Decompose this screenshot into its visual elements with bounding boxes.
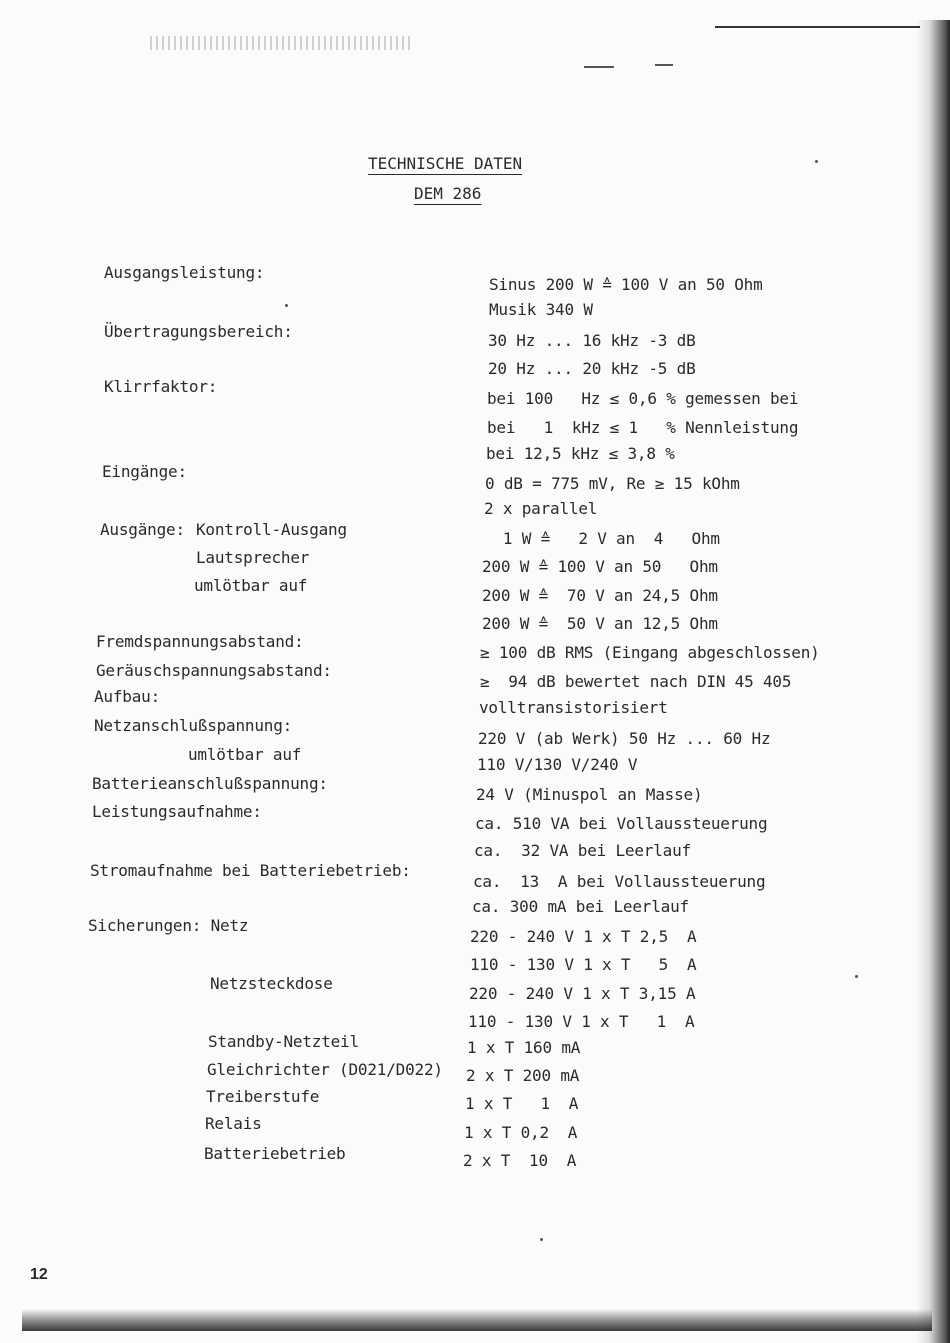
scan-mark bbox=[655, 64, 673, 66]
value-line: 1 W ≙ 2 V an 4 Ohm bbox=[484, 529, 720, 548]
value-line: ca. 32 VA bei Leerlauf bbox=[474, 841, 691, 860]
scan-speck bbox=[815, 160, 818, 163]
value-line: ca. 510 VA bei Vollaussteuerung bbox=[475, 814, 768, 833]
scan-rule bbox=[715, 26, 920, 28]
label-batteriebetrieb: Batteriebetrieb bbox=[204, 1144, 346, 1163]
label-sicherungen: Sicherungen: Netz bbox=[88, 916, 249, 935]
value-line: 200 W ≙ 70 V an 24,5 Ohm bbox=[482, 586, 718, 605]
scan-edge-right bbox=[916, 20, 950, 1343]
value-line: ca. 300 mA bei Leerlauf bbox=[472, 897, 689, 916]
label-eingaenge: Eingänge: bbox=[102, 462, 187, 481]
label-stromaufnahme: Stromaufnahme bei Batteriebetrieb: bbox=[90, 861, 411, 880]
label-gleichrichter: Gleichrichter (D021/D022) bbox=[207, 1060, 443, 1079]
label-uebertragungsbereich: Übertragungsbereich: bbox=[104, 322, 293, 341]
value-line: 24 V (Minuspol an Masse) bbox=[476, 785, 703, 804]
scan-noise bbox=[150, 36, 410, 50]
label-ausgaenge: Ausgänge: bbox=[100, 520, 185, 539]
value-line: 1 x T 0,2 A bbox=[464, 1123, 578, 1142]
value-line: 220 V (ab Werk) 50 Hz ... 60 Hz bbox=[478, 729, 771, 748]
label-standby: Standby-Netzteil bbox=[208, 1032, 359, 1051]
value-line: 220 - 240 V 1 x T 3,15 A bbox=[469, 984, 696, 1003]
label-leistungsaufnahme: Leistungsaufnahme: bbox=[92, 802, 262, 821]
label-fremdspannungsabstand: Fremdspannungsabstand: bbox=[96, 632, 304, 651]
label-ausgangsleistung: Ausgangsleistung: bbox=[104, 263, 265, 282]
value-line: bei 1 kHz ≤ 1 % Nennleistung bbox=[487, 418, 799, 437]
label-kontroll-ausgang: Kontroll-Ausgang bbox=[196, 520, 347, 539]
label-klirrfaktor: Klirrfaktor: bbox=[104, 377, 218, 396]
label-netzsteckdose: Netzsteckdose bbox=[210, 974, 333, 993]
value-line: bei 100 Hz ≤ 0,6 % gemessen bei bbox=[487, 389, 799, 408]
value-line: 30 Hz ... 16 kHz -3 dB bbox=[488, 331, 696, 350]
value-line: 0 dB = 775 mV, Re ≥ 15 kOhm bbox=[485, 474, 740, 493]
label-lautsprecher: Lautsprecher bbox=[196, 548, 310, 567]
value-line: ca. 13 A bei Vollaussteuerung bbox=[473, 872, 766, 891]
value-line: Sinus 200 W ≙ 100 V an 50 Ohm bbox=[489, 275, 763, 294]
value-line: 2 x T 10 A bbox=[463, 1151, 577, 1170]
value-line: volltransistorisiert bbox=[479, 698, 668, 717]
label-treiberstufe: Treiberstufe bbox=[206, 1087, 320, 1106]
label-relais: Relais bbox=[205, 1114, 262, 1133]
value-line: ≥ 100 dB RMS (Eingang abgeschlossen) bbox=[480, 643, 820, 662]
value-line: ≥ 94 dB bewertet nach DIN 45 405 bbox=[480, 672, 792, 691]
value-line: 110 - 130 V 1 x T 5 A bbox=[470, 955, 697, 974]
value-line: 20 Hz ... 20 kHz -5 dB bbox=[488, 359, 696, 378]
page-title: TECHNISCHE DATEN bbox=[368, 154, 523, 173]
scan-speck bbox=[540, 1238, 543, 1241]
value-line: 2 x parallel bbox=[484, 499, 598, 518]
value-line: bei 12,5 kHz ≤ 3,8 % bbox=[486, 444, 675, 463]
value-line: 110 - 130 V 1 x T 1 A bbox=[468, 1012, 695, 1031]
model-number: DEM 286 bbox=[414, 184, 482, 203]
scan-speck bbox=[855, 975, 858, 978]
label-batterieanschlussspannung: Batterieanschlußspannung: bbox=[92, 774, 328, 793]
label-aufbau: Aufbau: bbox=[94, 687, 161, 706]
scan-edge-bottom bbox=[22, 1309, 932, 1331]
label-umloetbar-2: umlötbar auf bbox=[188, 745, 302, 764]
label-geraeuschspannungsabstand: Geräuschspannungsabstand: bbox=[96, 661, 332, 680]
value-line: 200 W ≙ 100 V an 50 Ohm bbox=[482, 557, 718, 576]
label-umloetbar-1: umlötbar auf bbox=[194, 576, 308, 595]
value-line: 220 - 240 V 1 x T 2,5 A bbox=[470, 927, 697, 946]
value-line: Musik 340 W bbox=[489, 300, 593, 319]
page-number: 12 bbox=[30, 1266, 48, 1283]
label-netzanschlussspannung: Netzanschlußspannung: bbox=[94, 716, 293, 735]
value-line: 1 x T 160 mA bbox=[467, 1038, 581, 1057]
value-line: 2 x T 200 mA bbox=[466, 1066, 580, 1085]
scan-mark bbox=[584, 66, 614, 68]
value-line: 110 V/130 V/240 V bbox=[477, 755, 638, 774]
value-line: 200 W ≙ 50 V an 12,5 Ohm bbox=[482, 614, 718, 633]
value-line: 1 x T 1 A bbox=[465, 1094, 579, 1113]
scan-speck bbox=[285, 304, 288, 307]
